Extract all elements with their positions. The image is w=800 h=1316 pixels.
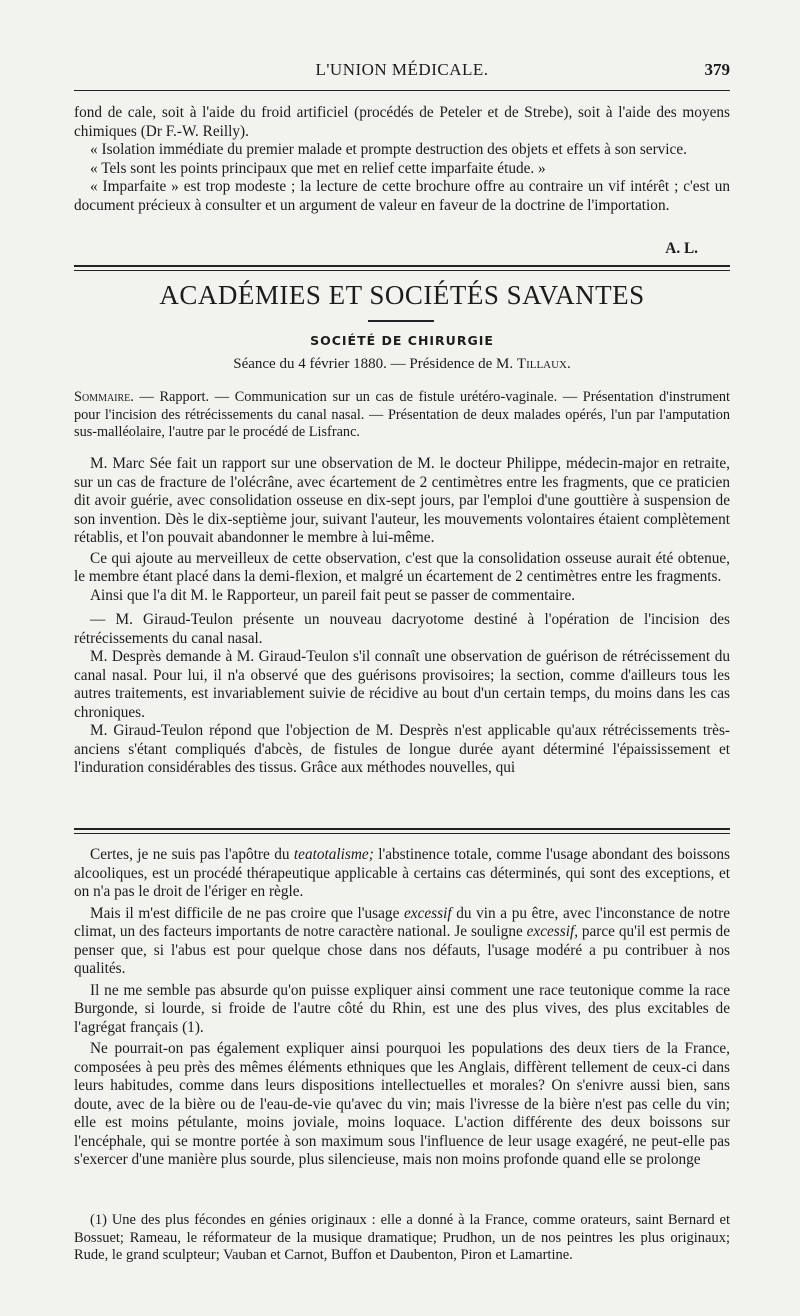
paragraph: « Isolation immédiate du premier malade et prompte destruction des objets et effets à son service. xyxy=(90,141,687,158)
feuilleton-rule-thick xyxy=(74,828,730,830)
paragraph: M. Desprès demande à M. Giraud-Teulon s'il connaît une observation de guérison de rétrécissement du canal nasal. Pour lui, il n'a observé que des guérisons provisoires; la section, comme d'ailleurs tous les autres traitements, est invariablement suivie de récidive au bout d'un certain temps, du moins dans les cas chroniques. xyxy=(74,648,730,721)
top-continuation xyxy=(74,104,730,215)
paragraph: « Tels sont les points principaux que met en relief cette imparfaite étude. » xyxy=(90,159,546,177)
page-number: 379 xyxy=(704,60,730,79)
seance-line xyxy=(74,356,730,373)
title-underline xyxy=(368,320,434,322)
sommaire-body: . — Rapport. — Communication sur un cas de fistule urétéro-vaginale. — Présentation d'instrument pour l'incision des rétrécissements du canal nasal. — Présentation de deux malades opérés, l'un par l'amputation sus-malléolaire, l'autre par le procédé de Lisfranc. xyxy=(74,389,730,440)
footnote-block xyxy=(74,1212,730,1265)
feuilleton xyxy=(74,846,730,1170)
paragraph: Il ne me semble pas absurde qu'on puisse expliquer ainsi comment une race teutonique comme la race Burgonde, si lourde, si froide de l'autre côté du Rhin, est une des plus vives, des plus excitables de l'agrégat français (1). xyxy=(74,981,730,1036)
emphasis: teatotalisme; xyxy=(293,846,374,863)
signature: A. L. xyxy=(665,240,698,257)
section-rule-thick xyxy=(74,265,730,267)
society-heading: SOCIÉTÉ DE CHIRURGIE xyxy=(310,333,494,348)
paragraph: Ce qui ajoute au merveilleux de cette observation, c'est que la consolidation osseuse aurait été obtenue, le membre étant placé dans la demi-flexion, et malgré un écartement de 2 centimètres entre les fragments. xyxy=(74,549,730,585)
emphasis: excessif xyxy=(404,904,452,922)
header-rule xyxy=(74,90,730,91)
paragraph: M. Giraud-Teulon répond que l'objection de M. Desprès n'est applicable qu'aux rétrécissements très-anciens s'étant compliqués d'abcès, de fistules de longue durée ayant déterminé l'épaississement et l'induration considérables des tissus. Grâce aux méthodes nouvelles, qui xyxy=(74,722,730,776)
section-title: ACADÉMIES ET SOCIÉTÉS SAVANTES xyxy=(159,280,645,310)
paragraph: fond de cale, soit à l'aide du froid artificiel (procédés de Peteler et de Strebe), soit à l'aide des moyens chimiques (Dr F.-W. Reilly). xyxy=(74,104,730,140)
paragraph: M. Marc Sée fait un rapport sur une observation de M. le docteur Philippe, médecin-major en retraite, sur un cas de fracture de l'olécrâne, avec écartement de 2 centimètres entre les fragments, que ce praticien dit avoir guérie, avec consolidation osseuse en dix-sept jours, par l'emploi d'une gouttière à suspension de son invention. Dès le dix-septième jour, suivant l'auteur, les mouvements volontaires étaient complètement rétablis, et l'on pouvait abandonner le membre à lui-même. xyxy=(74,455,730,546)
footnote: (1) Une des plus fécondes en génies originaux : elle a donné à la France, comme orateurs, saint Bernard et Bossuet; Rameau, le réformateur de la musique dramatique; Prudhon, un de nos peintres les plus originaux; Rude, le grand sculpteur; Vauban et Carnot, Buffon et Daubenton, Piron et Lamartine. xyxy=(74,1212,730,1263)
sommaire-label: Sommaire xyxy=(74,389,131,405)
seance-end: . xyxy=(567,356,571,372)
president-name: Tillaux xyxy=(516,356,568,372)
paragraph: Mais il m'est difficile de ne pas croire que l'usage excessif du vin a pu être, avec l'inconstance de notre climat, un des facteurs importants de notre caractère national. Je souligne excessif, parce qu'il est permis de penser que, si l'abus est pour quelque chose dans nos défauts, l'usage modéré a pu contribuer à nos qualités. xyxy=(74,904,730,977)
sommaire xyxy=(74,389,730,442)
emphasis: excessif, xyxy=(526,923,579,940)
paragraph: — M. Giraud-Teulon présente un nouveau dacryotome destiné à l'opération de l'incision des rétrécissements du canal nasal. xyxy=(74,611,730,647)
seance-text: Séance du 4 février 1880. — Présidence de M. xyxy=(233,356,517,372)
paragraph: « Imparfaite » est trop modeste ; la lecture de cette brochure offre au contraire un vif intérêt ; c'est un document précieux à consulter et un argument de valeur en faveur de la doctrine de l'importation. xyxy=(74,178,730,214)
running-title: L'UNION MÉDICALE. xyxy=(315,60,489,79)
sommaire-text xyxy=(74,389,730,442)
society-report xyxy=(74,455,730,778)
paragraph: Certes, je ne suis pas l'apôtre du teatotalisme; l'abstinence totale, comme l'usage abondant des boissons alcooliques, est un procédé thérapeutique applicable à certains cas déterminés, qui sont des exceptions, et on n'a pas le droit de l'ériger en règle. xyxy=(74,846,730,900)
paragraph: Ainsi que l'a dit M. le Rapporteur, un pareil fait peut se passer de commentaire. xyxy=(90,586,576,604)
paragraph: Ne pourrait-on pas également expliquer ainsi pourquoi les populations des deux tiers de la France, composées à peu près des mêmes éléments ethniques que les Anglais, diffèrent tellement de ceux-ci dans leurs habitudes, comme dans leurs dispositions intellectuelles et morales? On s'enivre aussi bien, sans doute, avec de la bière ou de l'eau-de-vie qu'avec du vin; mais l'ivresse de la bière n'est pas celle du vin; elle est moins pétulante, moins joviale, moins loquace. L'action différente des deux boissons sur l'encéphale, qui se montre portée à son maximum sous l'influence de leur usage exagéré, ne peut-elle pas s'exercer d'une manière plus sourde, plus silencieuse, mais non moins profonde quand elle se prolonge xyxy=(74,1040,730,1168)
feuilleton-rule-thin xyxy=(74,833,730,834)
section-rule-thin xyxy=(74,270,730,271)
page-header xyxy=(74,60,730,86)
